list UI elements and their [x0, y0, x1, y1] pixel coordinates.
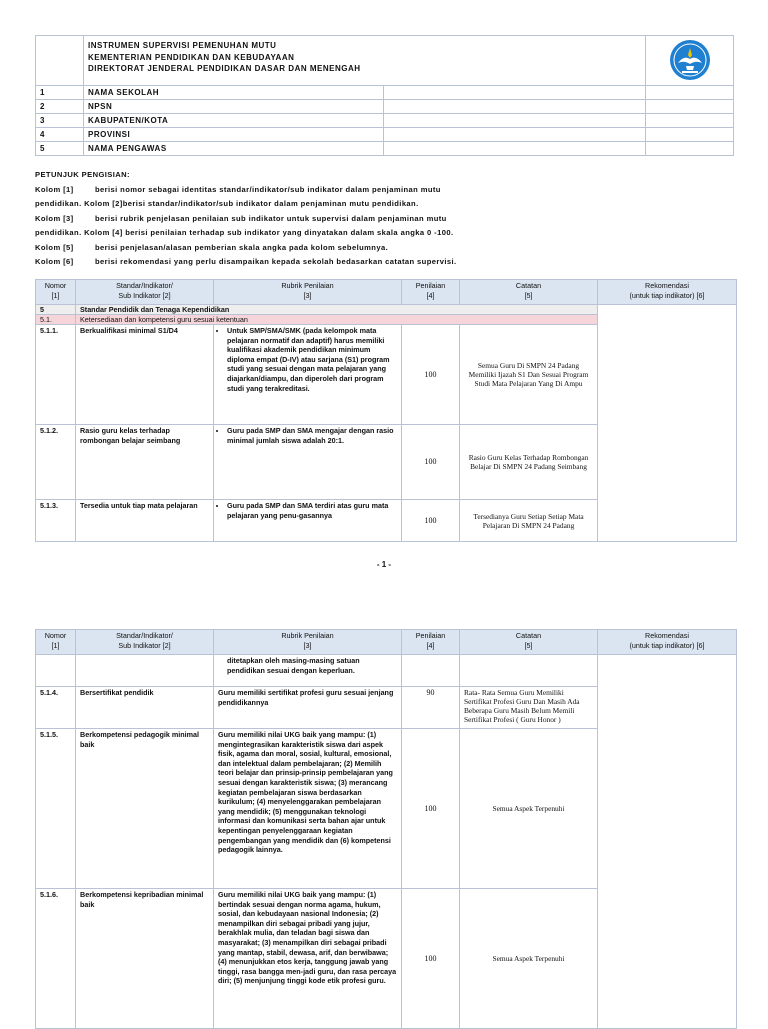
instruction-key: Kolom [1]	[35, 184, 74, 194]
field-no: 5	[36, 142, 84, 156]
field-extra	[646, 100, 734, 114]
row-rubric: Guru memiliki nilai UKG baik yang mampu: (1) bertindak sesuai dengan norma agama, hukum, sosial, dan kebudayaan nasional Indonesia; (2) menampilkan diri sebagai pribadi yang jujur, berakhlak mulia, dan teladan bagi siswa dan masyarakat; (3) menampilkan diri sebagai pribadi yang mantap, stabil, dewasa, arif, dan berwibawa; (4) menunjukkan etos kerja, tanggung jawab yang tinggi, rasa bangga men-jadi guru, dan rasa percaya diri; (5) menjunjung tinggi kode etik profesi guru.	[214, 889, 402, 1029]
instruction-text: berisi rubrik penjelasan penilaian sub indikator untuk supervisi dalam penjaminan mutu	[95, 213, 447, 223]
ministry-logo	[646, 36, 734, 86]
identity-table	[35, 35, 734, 156]
row-rubric: • Guru pada SMP dan SMA terdiri atas guru mata pelajaran yang penu-gasannya	[214, 500, 402, 542]
instruction-key: Kolom [6]	[35, 257, 74, 266]
col-header-catatan: Catatan [5]	[460, 280, 598, 305]
tut-wuri-handayani-logo-icon	[668, 38, 712, 82]
title-line-2: KEMENTERIAN PENDIDIKAN DAN KEBUDAYAAN	[88, 52, 295, 62]
supervision-table-page-1	[35, 279, 737, 542]
field-extra	[646, 142, 734, 156]
row-score[interactable]: 100	[402, 889, 460, 1029]
field-value-kabupaten-kota[interactable]	[384, 114, 646, 128]
instruction-line	[35, 197, 735, 212]
row-score[interactable]: 100	[402, 729, 460, 889]
section-no: 5	[36, 305, 76, 315]
instruction-text: pendidikan. Kolom [4] berisi penilaian terhadap sub indikator yang dinyatakan dalam skala angka 0 -100.	[35, 228, 454, 237]
field-row	[36, 100, 734, 114]
field-extra	[646, 128, 734, 142]
col-header-penilaian: Penilaian [4]	[402, 280, 460, 305]
field-value-npsn[interactable]	[384, 100, 646, 114]
instructions	[35, 168, 735, 270]
page-number: - 1 -	[376, 560, 392, 569]
subsection-title: Ketersediaan dan kompetensi guru sesuai ketentuan	[76, 315, 598, 325]
row-score[interactable]	[402, 655, 460, 687]
col-header-rekomendasi: Rekomendasi (untuk tiap indikator) [6]	[598, 630, 737, 655]
field-no: 3	[36, 114, 84, 128]
section-title: Standar Pendidik dan Tenaga Kependidikan	[76, 305, 598, 315]
row-score[interactable]: 100	[402, 325, 460, 425]
instruction-key: Kolom [3]	[35, 213, 74, 223]
row-score[interactable]: 100	[402, 500, 460, 542]
row-no: 5.1.5.	[36, 729, 76, 889]
document-title	[84, 36, 646, 86]
row-indicator: Tersedia untuk tiap mata pelajaran	[76, 500, 214, 542]
recommendation-cell[interactable]	[598, 655, 737, 1029]
row-note[interactable]: Semua Guru Di SMPN 24 Padang Memiliki Ijazah S1 Dan Sesuai Program Studi Mata Pelajaran Yang Di Ampu	[460, 325, 598, 425]
col-header-penilaian: Penilaian [4]	[402, 630, 460, 655]
row-note[interactable]: Rata- Rata Semua Guru Memiliki Sertifikat Profesi Guru Dan Masih Ada Beberapa Guru Masih Belum Memili Sertifikat Profesi ( Guru Honor )	[460, 687, 598, 729]
col-header-rubrik: Rubrik Penilaian [3]	[214, 630, 402, 655]
col-header-nomor: Nomor [1]	[36, 280, 76, 305]
instruction-line	[35, 226, 735, 241]
field-row	[36, 142, 734, 156]
row-indicator: Berkualifikasi minimal S1/D4	[76, 325, 214, 425]
row-no: 5.1.2.	[36, 425, 76, 500]
table-header-row	[36, 280, 737, 305]
row-rubric: • Untuk SMP/SMA/SMK (pada kelompok mata pelajaran normatif dan adaptif) harus memiliki kualifikasi akademik pendidikan minimum diploma empat (D-IV) atau sarjana (S1) program studi yang sesuai dengan mata pelajaran yang diajarkan/diampu, dan diperoleh dari program studi yang terakreditasi.	[214, 325, 402, 425]
row-note[interactable]: Semua Aspek Terpenuhi	[460, 889, 598, 1029]
col-header-rekomendasi: Rekomendasi (untuk tiap indikator) [6]	[598, 280, 737, 305]
row-note[interactable]: Semua Aspek Terpenuhi	[460, 729, 598, 889]
instruction-line	[35, 255, 735, 270]
field-label: KABUPATEN/KOTA	[84, 114, 384, 128]
section-row	[36, 305, 737, 315]
row-note[interactable]: Rasio Guru Kelas Terhadap Rombongan Belajar Di SMPN 24 Padang Seimbang	[460, 425, 598, 500]
title-line-1: INSTRUMEN SUPERVISI PEMENUHAN MUTU	[88, 41, 277, 50]
instruction-text: berisi nomor sebagai identitas standar/indikator/sub indikator dalam penjaminan mutu	[95, 184, 441, 194]
row-no: 5.1.4.	[36, 687, 76, 729]
header-blank-cell	[36, 36, 84, 86]
row-note[interactable]	[460, 655, 598, 687]
instruction-text: berisi rekomendasi yang perlu disampaikan kepada sekolah bedasarkan catatan supervisi.	[95, 257, 457, 266]
field-no: 4	[36, 128, 84, 142]
col-header-rubrik: Rubrik Penilaian [3]	[214, 280, 402, 305]
row-score[interactable]: 100	[402, 425, 460, 500]
supervision-table-page-2	[35, 629, 737, 1029]
recommendation-cell[interactable]	[598, 305, 737, 542]
row-rubric-continuation: ditetapkan oleh masing-masing satuan pendidikan sesuai dengan keperluan.	[214, 655, 402, 687]
row-indicator: Berkompetensi pedagogik minimal baik	[76, 729, 214, 889]
table-header-row	[36, 630, 737, 655]
field-label: NAMA SEKOLAH	[84, 86, 384, 100]
field-no: 1	[36, 86, 84, 100]
row-indicator	[76, 655, 214, 687]
field-no: 2	[36, 100, 84, 114]
row-indicator: Rasio guru kelas terhadap rombongan belajar seimbang	[76, 425, 214, 500]
table-row-continuation	[36, 655, 737, 687]
instructions-title: PETUNJUK PENGISIAN:	[35, 170, 130, 179]
field-row	[36, 114, 734, 128]
row-rubric: • Guru pada SMP dan SMA mengajar dengan rasio minimal jumlah siswa adalah 20:1.	[214, 425, 402, 500]
row-rubric: Guru memiliki nilai UKG baik yang mampu: (1) mengintegrasikan karakteristik siswa dari aspek fisik, agama dan moral, sosial, kultural, emosional, dan intelektual dalam pembelajaran; (2) Memilih teori belajar dan prinsip-prinsip pembelajaran yang sesuai dengan karakteristik siswa; (3) merancang kegiatan pembelajaran siswa berdasarkan kurikulum; (4) menyelenggarakan pembelajaran yang mendidik; (5) menggunakan teknologi informasi dan komunikasi serta bahan ajar untuk kepentingan penyelenggaraan kegiatan pengembangan yang mendidik dan (6) kompetensi pedagogik lainnya.	[214, 729, 402, 889]
row-no: 5.1.3.	[36, 500, 76, 542]
field-row	[36, 86, 734, 100]
instruction-key: Kolom [5]	[35, 242, 74, 252]
field-extra	[646, 114, 734, 128]
col-header-nomor: Nomor [1]	[36, 630, 76, 655]
field-label: NAMA PENGAWAS	[84, 142, 384, 156]
field-value-nama-pengawas[interactable]	[384, 142, 646, 156]
row-indicator: Bersertifikat pendidik	[76, 687, 214, 729]
row-note[interactable]: Tersedianya Guru Setiap Setiap Mata Pelajaran Di SMPN 24 Padang	[460, 500, 598, 542]
instruction-text: berisi penjelasan/alasan pemberian skala angka pada kolom sebelumnya.	[95, 242, 389, 252]
row-no: 5.1.6.	[36, 889, 76, 1029]
field-value-nama-sekolah[interactable]	[384, 86, 646, 100]
title-line-3: DIREKTORAT JENDERAL PENDIDIKAN DASAR DAN MENENGAH	[88, 64, 361, 73]
col-header-catatan: Catatan [5]	[460, 630, 598, 655]
field-row	[36, 128, 734, 142]
row-rubric: Guru memiliki sertifikat profesi guru sesuai jenjang pendidikannya	[214, 687, 402, 729]
row-score[interactable]: 90	[402, 687, 460, 729]
col-header-standar: Standar/Indikator/ Sub Indikator [2]	[76, 630, 214, 655]
row-no	[36, 655, 76, 687]
field-label: PROVINSI	[84, 128, 384, 142]
row-no: 5.1.1.	[36, 325, 76, 425]
subsection-no: 5.1.	[36, 315, 76, 325]
field-extra	[646, 86, 734, 100]
instruction-line	[35, 241, 735, 256]
field-value-provinsi[interactable]	[384, 128, 646, 142]
instruction-text: pendidikan. Kolom [2]berisi standar/indikator/sub indikator dalam penjaminan mutu pendidikan.	[35, 199, 419, 208]
instruction-line	[35, 212, 735, 227]
col-header-standar: Standar/Indikator/ Sub Indikator [2]	[76, 280, 214, 305]
field-label: NPSN	[84, 100, 384, 114]
row-indicator: Berkompetensi kepribadian minimal baik	[76, 889, 214, 1029]
instruction-line	[35, 183, 735, 198]
